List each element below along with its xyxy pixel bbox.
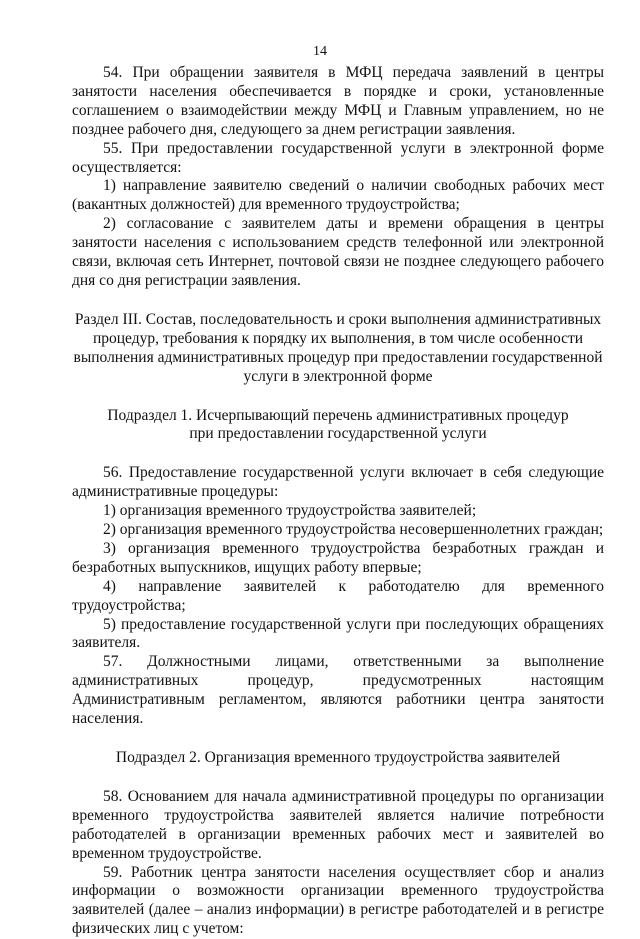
subsection-1-heading-line: Подраздел 1. Исчерпывающий перечень административных процедур [107,406,569,424]
paragraph-57: 57. Должностными лицами, ответственными за выполнение административных процедур, предусмотренных настоящим Административным регламентом, являются работники центра занятости населения. [72,653,604,728]
subsection-1-heading-line: при предоставлении государственной услуги [189,425,487,443]
paragraph-55: 55. При предоставлении государственной услуги в электронной форме осуществляется: [72,139,604,176]
section-3-heading [72,311,604,387]
section-3-heading-line: выполнения административных процедур при предоставлении государственной [73,348,603,366]
section-3-heading-line: процедур, требования к порядку их выполнения, в том числе особенности [92,329,584,347]
page-number: 14 [313,44,327,59]
section-3-heading-line: Раздел III. Состав, последовательность и сроки выполнения административных [74,310,602,328]
paragraph-56: 56. Предоставление государственной услуги включает в себя следующие административные процедуры: [72,464,604,501]
paragraph-56-item-5: 5) предоставление государственной услуги при последующих обращениях заявителя. [72,615,604,652]
document-body [72,64,604,939]
paragraph-55-item-1: 1) направление заявителю сведений о наличии свободных рабочих мест (вакантных должностей) для временного трудоустройства; [72,177,604,214]
paragraph-55-item-2: 2) согласование с заявителем даты и времени обращения в центры занятости населения с использованием средств телефонной или электронной связи, включая сеть Интернет, почтовой связи не позднее следующего рабочего дня со дня регистрации заявления. [72,215,604,289]
section-3-heading-line: услуги в электронной форме [243,367,433,385]
paragraph-56-item-1: 1) организация временного трудоустройства заявителей; [103,502,477,520]
paragraph-59: 59. Работник центра занятости населения осуществляет сбор и анализ информации о возможности организации временного трудоустройства заявителей (далее – анализ информации) в регистре работодателей и в регистре физических лиц с учетом: [72,863,604,938]
paragraph-54: 54. При обращении заявителя в МФЦ передача заявлений в центры занятости населения обеспечивается в порядке и сроки, установленные соглашением о взаимодействии между МФЦ и Главным управлением, но не позднее рабочего дня, следующего за днем регистрации заявления. [72,64,604,138]
subsection-2-heading: Подраздел 2. Организация временного трудоустройства заявителей [115,749,561,766]
paragraph-56-item-3: 3) организация временного трудоустройства безработных граждан и безработных выпускников, ищущих работу впервые; [72,539,604,576]
subsection-1-heading [72,407,604,445]
paragraph-56-item-4: 4) направление заявителей к работодателю для временного трудоустройства; [72,577,604,614]
paragraph-58: 58. Основанием для начала административной процедуры по организации временного трудоустройства заявителей является наличие потребности работодателей в организации временных рабочих мест и заявителей во временном трудоустройстве. [72,787,604,862]
paragraph-56-item-2: 2) организация временного трудоустройства несовершеннолетних граждан; [103,521,604,539]
